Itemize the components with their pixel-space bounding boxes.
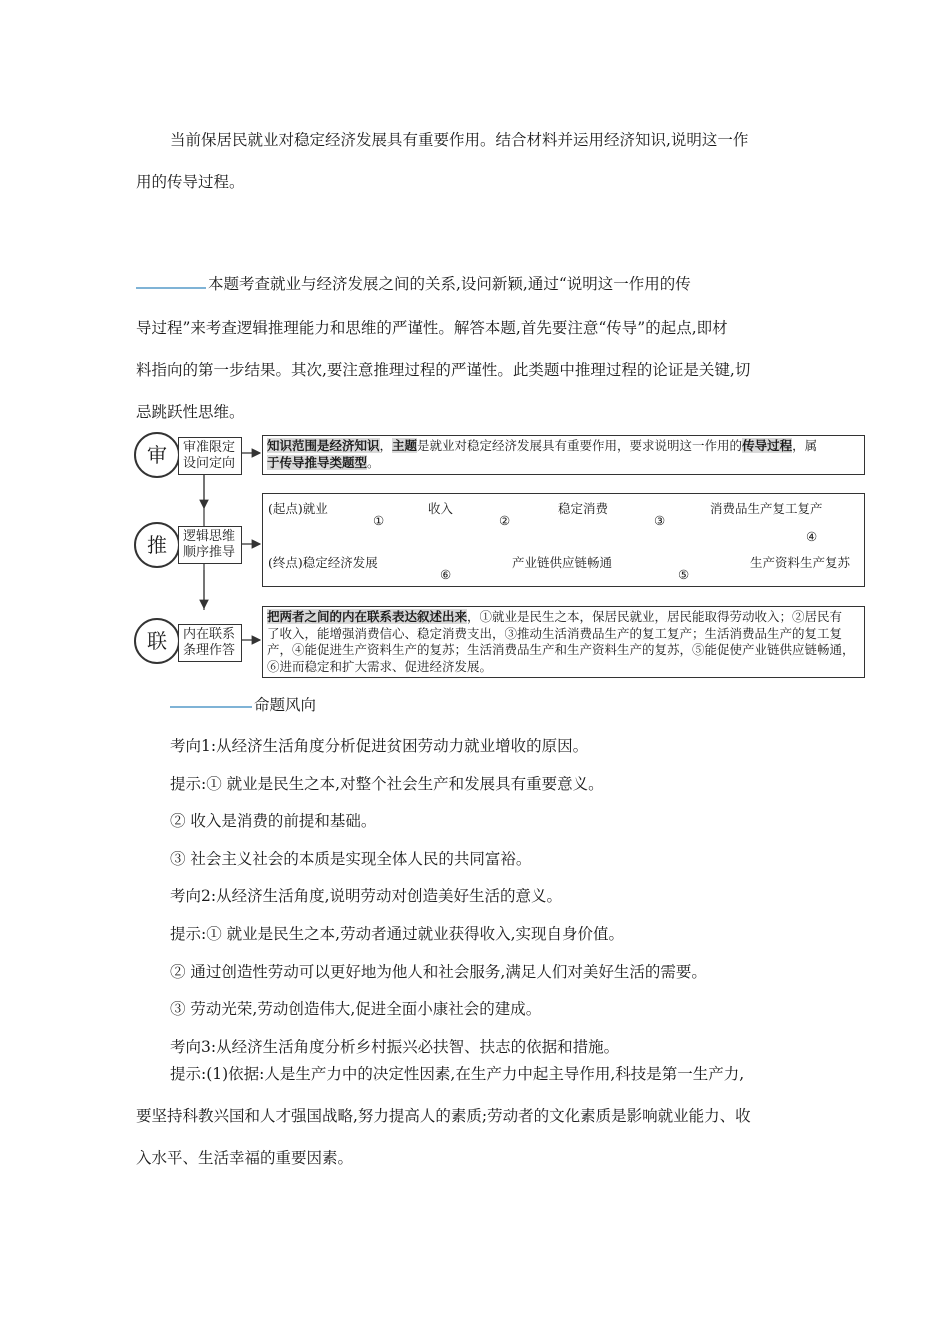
question-line-2: 用的传导过程。	[136, 173, 245, 191]
step-label-lian-2: 条理作答	[183, 643, 236, 658]
step-box-lian	[262, 606, 865, 678]
trends-heading: 命题风向	[254, 696, 317, 714]
lian-line-3: 产，④能促进生产资料生产的复苏；生活消费品生产和生产资料生产的复苏，⑤能促使产业链供应链畅通，	[267, 642, 855, 657]
step-label-shen-1: 审准限定	[183, 440, 236, 455]
shen-t-3: ，属	[792, 438, 818, 453]
step-circle-lian: 联	[134, 618, 180, 664]
flow-n4: ④	[806, 529, 818, 544]
lian-line-2: 了收入，能增强消费信心、稳定消费支出，③推动生活消费品生产的复工复产；生活消费品生产的复工复	[267, 625, 843, 641]
flow-consume: 稳定消费	[558, 501, 609, 516]
trends-last-1: 提示:(1)依据:人是生产力中的决定性因素,在生产力中起主导作用,科技是第一生产力,	[170, 1065, 745, 1083]
lian-line-4: ⑥进而稳定和扩大需求、促进经济发展。	[267, 658, 493, 674]
shen-hl-2: 主题	[392, 438, 418, 453]
flow-n5: ⑤	[678, 567, 690, 582]
step-box-lian-text	[267, 609, 861, 675]
lian-line-1: ，①就业是民生之本，保居民就业，居民能取得劳动收入；②居民有	[467, 609, 843, 624]
flow-n3: ③	[654, 513, 666, 528]
trends-last-3: 入水平、生活幸福的重要因素。	[136, 1149, 354, 1167]
step-box-shen	[262, 435, 865, 475]
flow-consumer-goods: 消费品生产复工复产	[710, 501, 823, 516]
flow-n1: ①	[373, 513, 385, 528]
trend-line: ③ 劳动光荣,劳动创造伟大,促进全面小康社会的建成。	[170, 1000, 542, 1018]
flow-producer-goods: 生产资料生产复苏	[750, 555, 851, 570]
step-label-lian-1: 内在联系	[183, 627, 236, 642]
step-box-shen-text	[267, 438, 861, 471]
trend-line: ② 通过创造性劳动可以更好地为他人和社会服务,满足人们对美好生活的需要。	[170, 963, 707, 981]
analysis-line-3: 料指向的第一步结果。其次,要注意推理过程的严谨性。此类题中推理过程的论证是关键,切	[136, 361, 751, 379]
flow-end: (终点)稳定经济发展	[268, 555, 378, 570]
shen-t-1: ，	[379, 438, 393, 453]
flow-start: (起点)就业	[268, 501, 328, 516]
step-label-lian	[178, 624, 242, 662]
step-label-shen-2: 设问定向	[183, 456, 236, 471]
trend-line: ③ 社会主义社会的本质是实现全体人民的共同富裕。	[170, 850, 532, 868]
shen-t-2: 是就业对稳定经济发展具有重要作用，要求说明这一作用的	[417, 438, 743, 453]
flow-n2: ②	[499, 513, 511, 528]
trend-line: 提示:① 就业是民生之本,对整个社会生产和发展具有重要意义。	[170, 775, 604, 793]
step-label-shen	[178, 437, 242, 475]
trend-line: 考向1:从经济生活角度分析促进贫困劳动力就业增收的原因。	[170, 737, 589, 755]
analysis-line-2: 导过程”来考查逻辑推理能力和思维的严谨性。解答本题,首先要注意“传导”的起点,即材	[136, 319, 728, 337]
step-label-tui-2: 顺序推导	[183, 545, 236, 560]
trends-marker-bar	[170, 706, 252, 708]
step-circle-shen: 审	[134, 432, 180, 478]
analysis-line-4: 忌跳跃性思维。	[136, 403, 245, 421]
shen-hl-1: 知识范围是经济知识	[267, 438, 380, 453]
flow-n6: ⑥	[440, 567, 452, 582]
step-circle-tui: 推	[134, 522, 180, 568]
section-marker-bar	[136, 287, 206, 289]
shen-t-4: 。	[367, 454, 380, 470]
step-label-tui-1: 逻辑思维	[183, 529, 236, 544]
shen-hl-3: 传导过程	[742, 438, 793, 453]
shen-hl-4: 于传导推导类题型	[267, 454, 368, 470]
step-label-tui	[178, 526, 242, 564]
trend-line: 提示:① 就业是民生之本,劳动者通过就业获得收入,实现自身价值。	[170, 925, 625, 943]
analysis-line-1: 本题考查就业与经济发展之间的关系,设问新颖,通过“说明这一作用的传	[208, 275, 691, 293]
trends-last-2: 要坚持科教兴国和人才强国战略,努力提高人的素质;劳动者的文化素质是影响就业能力、收	[136, 1107, 751, 1125]
flow-supply-chain: 产业链供应链畅通	[512, 555, 613, 570]
flow-income: 收入	[428, 501, 454, 516]
question-line-1: 当前保居民就业对稳定经济发展具有重要作用。结合材料并运用经济知识,说明这一作	[170, 131, 749, 149]
trend-line: 考向3:从经济生活角度分析乡村振兴必扶智、扶志的依据和措施。	[170, 1038, 620, 1056]
trend-line: ② 收入是消费的前提和基础。	[170, 812, 377, 830]
trend-line: 考向2:从经济生活角度,说明劳动对创造美好生活的意义。	[170, 887, 563, 905]
lian-hl-1: 把两者之间的内在联系表达叙述出来	[267, 609, 468, 624]
